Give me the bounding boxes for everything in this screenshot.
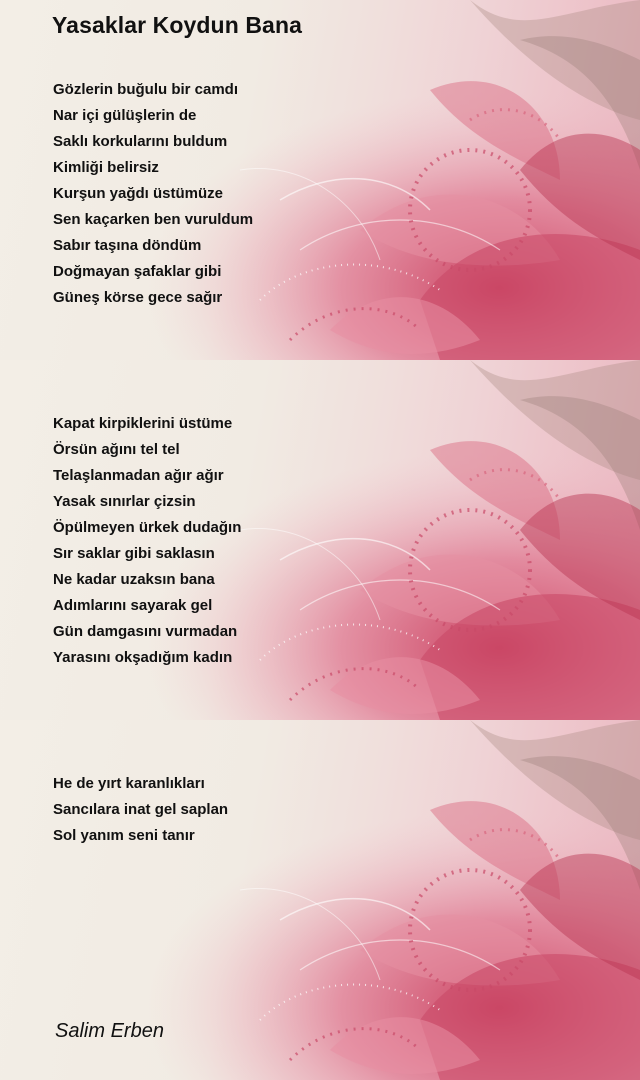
poem-line: Sır saklar gibi saklasın	[53, 545, 215, 562]
poem-line: Öpülmeyen ürkek dudağın	[53, 519, 242, 536]
poem-line: Kapat kirpiklerini üstüme	[53, 415, 233, 432]
poem-line: Sen kaçarken ben vuruldum	[53, 211, 254, 228]
poem-line: Nar içi gülüşlerin de	[53, 107, 197, 124]
poem-line: Gözlerin buğulu bir camdı	[53, 81, 239, 98]
poem-title: Yasaklar Koydun Bana	[52, 12, 302, 38]
poem-line: Gün damgasını vurmadan	[53, 623, 238, 640]
poem-line: Sancılara inat gel saplan	[53, 801, 229, 818]
poem-author: Salim Erben	[55, 1020, 164, 1042]
poem-line: Doğmayan şafaklar gibi	[53, 263, 222, 280]
stanza-3	[53, 771, 228, 849]
poem-line: Sabır taşına döndüm	[53, 237, 202, 254]
poem-line: Telaşlanmadan ağır ağır	[53, 467, 224, 484]
poem-line: Kimliği belirsiz	[53, 159, 159, 176]
poem-line: Güneş körse gece sağır	[53, 289, 223, 306]
poem-line: Ne kadar uzaksın bana	[53, 571, 215, 588]
poem-line: He de yırt karanlıkları	[53, 775, 205, 792]
poem-line: Yasak sınırlar çizsin	[53, 493, 196, 510]
poem-line: Yarasını okşadığım kadın	[53, 649, 233, 666]
poem-line: Sol yanım seni tanır	[53, 827, 195, 844]
stanza-2	[53, 411, 241, 671]
stanza-1	[53, 77, 253, 311]
poem-line: Adımlarını sayarak gel	[53, 597, 213, 614]
poem-line: Saklı korkularını buldum	[53, 133, 228, 150]
poem-line: Örsün ağını tel tel	[53, 441, 180, 458]
poem-line: Kurşun yağdı üstümüze	[53, 185, 224, 202]
